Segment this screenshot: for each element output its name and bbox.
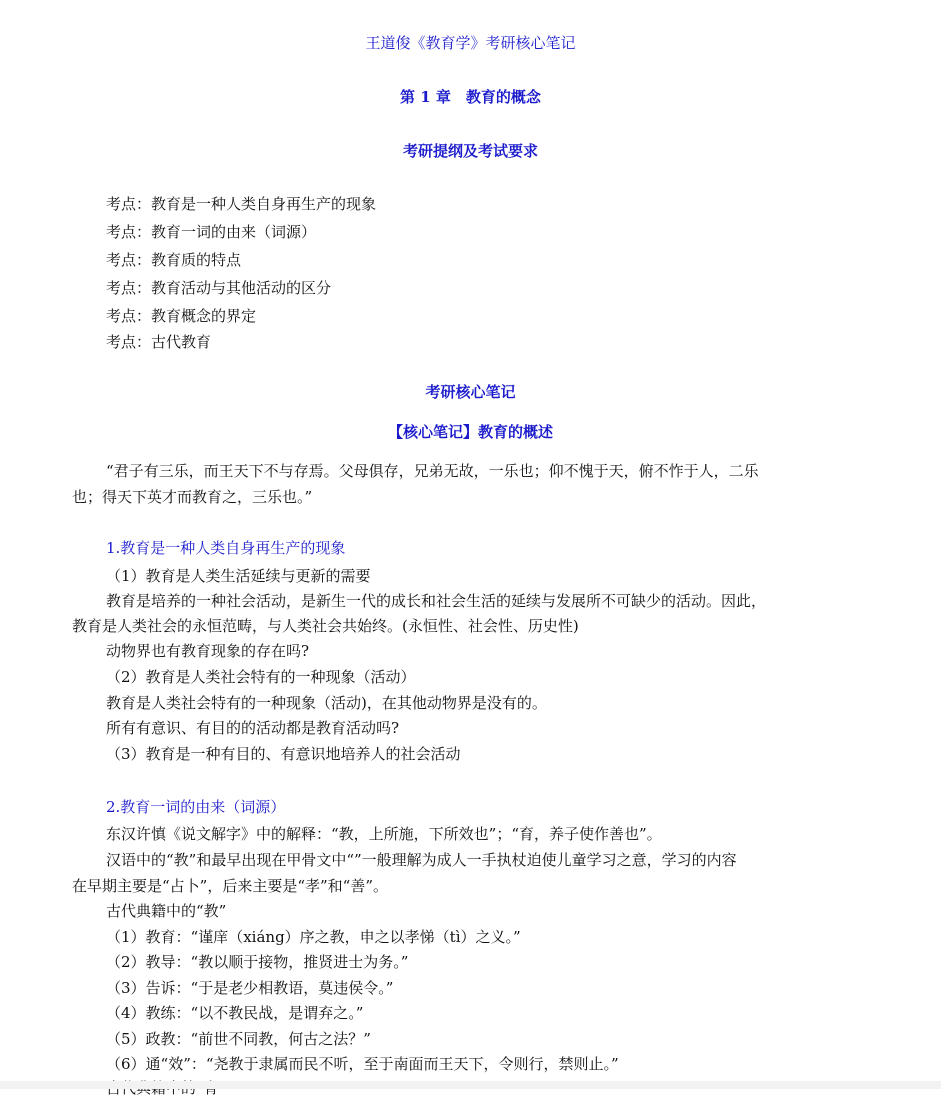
chapter-title: 第 1 章 教育的概念 (400, 88, 541, 106)
definition-item: （4）教练：“以不教民战，是谓弃之。” (106, 1004, 364, 1022)
kaodian-item: 考点：教育质的特点 (106, 251, 242, 269)
paragraph: 古代典籍中的“教” (106, 902, 227, 920)
paragraph: （2）教育是人类社会特有的一种现象（活动） (106, 668, 416, 686)
paragraph: 在早期主要是“占卜”，后来主要是“孝”和“善”。 (72, 877, 389, 895)
notes-heading: 考研核心笔记 (425, 383, 516, 401)
page-bottom-edge (0, 1081, 941, 1089)
definition-item: （1）教育：“谨庠（xiáng）序之教，申之以孝悌（tì）之义。” (106, 928, 521, 946)
definition-item: （6）通“效”：“尧教于隶属而民不听，至于南面而王天下，令则行，禁则止。” (106, 1055, 619, 1073)
section-2-heading: 2.教育一词的由来（词源） (106, 798, 286, 816)
paragraph: （3）教育是一种有目的、有意识地培养人的社会活动 (106, 745, 461, 763)
kaodian-item: 考点：古代教育 (106, 333, 212, 351)
quote-line: 也；得天下英才而教育之，三乐也。” (72, 488, 313, 506)
kaodian-item: 考点：教育概念的界定 (106, 307, 257, 325)
definition-item: （3）告诉：“于是老少相教语，莫违侯令。” (106, 979, 394, 997)
paragraph: （1）教育是人类生活延续与更新的需要 (106, 567, 371, 585)
paragraph: 动物界也有教育现象的存在吗? (106, 642, 310, 660)
kaodian-item: 考点：教育活动与其他活动的区分 (106, 279, 332, 297)
paragraph: 汉语中的“教”和最早出现在甲骨文中“”一般理解为成人一手执杖迫使儿童学习之意，学习的内容 (106, 851, 737, 869)
kaodian-item: 考点：教育是一种人类自身再生产的现象 (106, 195, 377, 213)
paragraph: 教育是人类社会的永恒范畴，与人类社会共始终。(永恒性、社会性、历史性) (72, 617, 579, 635)
section-heading: 【核心笔记】教育的概述 (387, 423, 553, 441)
section-1-heading: 1.教育是一种人类自身再生产的现象 (106, 539, 346, 557)
paragraph: 教育是人类社会特有的一种现象（活动)，在其他动物界是没有的。 (106, 694, 547, 712)
paragraph: 所有有意识、有目的的活动都是教育活动吗? (106, 719, 400, 737)
kaodian-item: 考点：教育一词的由来（词源） (106, 223, 317, 241)
paragraph: 教育是培养的一种社会活动，是新生一代的成长和社会生活的延续与发展所不可缺少的活动。因此， (106, 592, 767, 610)
paragraph: 东汉许慎《说文解字》中的解释：“教，上所施，下所效也”；“育，养子使作善也”。 (106, 825, 662, 843)
definition-item: （5）政教：“前世不同教，何古之法？” (106, 1030, 371, 1048)
definition-item: （2）教导：“教以顺于接物，推贤进士为务。” (106, 953, 409, 971)
doc-title: 王道俊《教育学》考研核心笔记 (365, 34, 576, 52)
outline-heading: 考研提纲及考试要求 (402, 142, 538, 160)
quote-line: “君子有三乐，而王天下不与存焉。父母俱存，兄弟无故，一乐也；仰不愧于天，俯不怍于人，二乐 (106, 462, 759, 480)
